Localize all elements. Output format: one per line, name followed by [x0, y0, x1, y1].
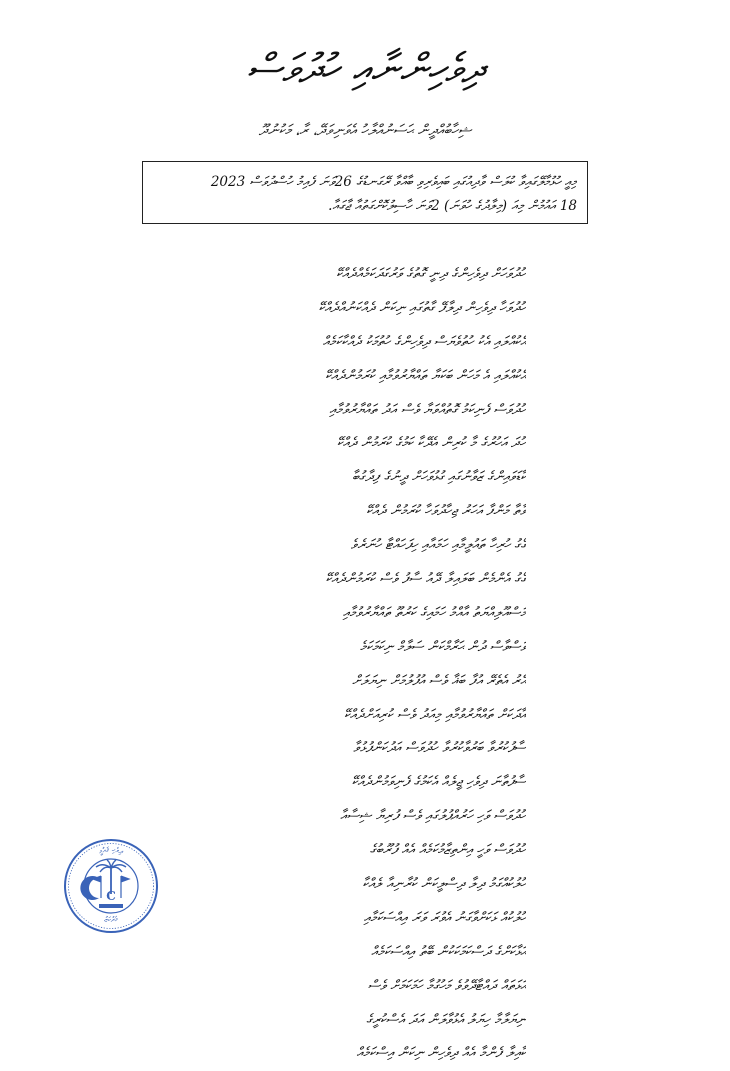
poem-line: ސާފުތާނަ ދިވެހި ޖީލެއް އެކަމުގެ ފެނިވަމުންދެއްކޭ: [351, 774, 526, 791]
poem-line: ހުދުވަހަށް ދިވެހިންގެ ދިނީ ގޮތުގެ ވަރުގަދަކަމެއްދެއްކޭ: [336, 266, 526, 282]
poem-line: ހުލުކުއް ޅަކަށްވާގަނު އެވުރަ ވަރަ އިއްސަކަމާއި: [363, 909, 526, 926]
poem-line: ހުދުވަހާ ދިވެހިން ދިލާފޭ ގާތުގައި ނިކަން ދެއްކަނުއްދެއްކޭ: [318, 299, 526, 316]
poem-body: [268, 258, 526, 1071]
seal-center-letter: C: [106, 889, 116, 903]
poem-line: ވަސްވާސް ދުން ޙަރާމްކަން ސަލާމް ނިކަމަކަމެ: [359, 638, 526, 655]
poem-line: ގޯގު ހުރިހާ ތައުލީމާއި ހަމައާއި ހިފަހައްޓާ ހުނަރެވެ: [350, 537, 526, 554]
poem-line: ކާއިލާ ފެންމާ އެއް ދިވެހިން ނިކަން އިސްކަމެއް: [356, 1045, 526, 1062]
info-line: 18 އައުމުން މިއަ (މިލާދުގެ ހުވަނަ) 2ވަނަ ހާސިލުކޮށްގަތުއާ ޖާގައާ.: [328, 198, 577, 214]
poem-line: އެރު އެތެރޭ އުފާ ބަޣާ ވެސް އުފުލުމަށް ނިޔަލަށް: [352, 672, 526, 689]
poem-line: ހުދުވަސް ވަހި ހަރުއްޕުލުގައި ވެސް ފުރިޔާ ޝިސާއާ: [340, 808, 526, 825]
seal-top-text: ދިވެހި ޤައުމީ: [97, 844, 125, 856]
seal-graphic: [63, 838, 159, 934]
poem-line: އެކުއްލައި އެ މަހަން ބަކަޔާ ތައްޔާރުވުމާއި ކުރަމުންދެއްކޭ: [325, 367, 526, 384]
document-title: ދިވެހިންނާއި ހުދުވަސް: [246, 46, 484, 92]
poem-line: މަސްއޫލިއްޔަތު އާއްމު ހަމައިގެ ކަރުތޫ ތައްޔާރުވުމާއި: [342, 604, 526, 621]
info-line: މިއީ ހުޅުމާލޭގައިވާ ކުލަސް ވާދިއުގައި ބައިވެރިވި ބާއްވާ ރޭގަނޑުގެ 26ވަނަ ފެއިމު ހުސްދުވަސް 2023: [210, 174, 577, 190]
poem-line: ހުދުވަސް ފެނިކަމު ގޮތުއްވަޔާ ވެސް އަދު ތައްޔާރުވުމާއި: [329, 401, 526, 418]
poem-line: ހުލުކުއްގަމު ދިލާ ދިސްލީކަން ކުރާނިއާ ލެއްކާ: [362, 876, 526, 893]
poem-line: ސާފުކުރުވާ ބަރުވާކުރުވާ ހުދުވަސް އަދުކަންފުޅުވާ: [353, 740, 526, 757]
info-box: [142, 161, 588, 224]
poem-line: އާދަކަށް ތައްޔާރުވުމާއި މިއަދު ވެސް ކުރިއަށްދެއްކޭ: [343, 706, 526, 723]
seal-bottom-text: މަރުކަޒު: [103, 914, 119, 925]
official-seal-icon: [63, 838, 159, 934]
poem-line: ވާތާ މަންފާ އަހަރު ޖިހާދުވަހާ ކުރަމުން ދެއްކޭ: [366, 503, 526, 520]
poem-line: ގޯގު އެންމެން ބަލައިލާ ދޭއު ސާފު ވެސް ކުރަމުންދެއްކޭ: [325, 571, 526, 588]
poem-line: އަޅަތައް ދައްޓާދޭވުވެ މަހުގުމާ ހަމަކަމަށް ވެސް: [367, 977, 526, 994]
poem-line: ހުދަ އަހުރުގެ މާ ކުރިން އެދޭކާ ކަމުގެ ކުރަމުން ދެއްކޭ: [336, 435, 526, 452]
poem-line: އެކުއްލައި އެކު ހުތުވެޔަސް ދިވެހިންގެ ހުތުމަކު ދެއްކާކަމެއް: [322, 333, 526, 350]
poem-line: ހުދުވަސް ވަހީ އިންތިޒާމުކަމެއް އެއް ފުރޫބުގެ: [369, 842, 526, 859]
poem-line: ކާޑަވައިންގެ ޒަވާނުގައި ގުޅުވަހަށް ދީނުގެ ފިދާގުބާ: [352, 469, 526, 486]
author-line: ޝިހާބުއްދީން ޙަސަނުއްލާހު އެވަނިވަދޭ، ރާ، މަކުނުދޫ: [258, 121, 472, 139]
poem-line: ނިޔަލާމާ ހިޔަލު އެޅުވާލަން އަދަ އެސްކުރީގެ: [366, 1011, 526, 1028]
poem-line: އަޅާކަށްގެ ދަސްކަމަކަކުން ބޭތު އިއްސަކަމެއް: [371, 943, 526, 960]
